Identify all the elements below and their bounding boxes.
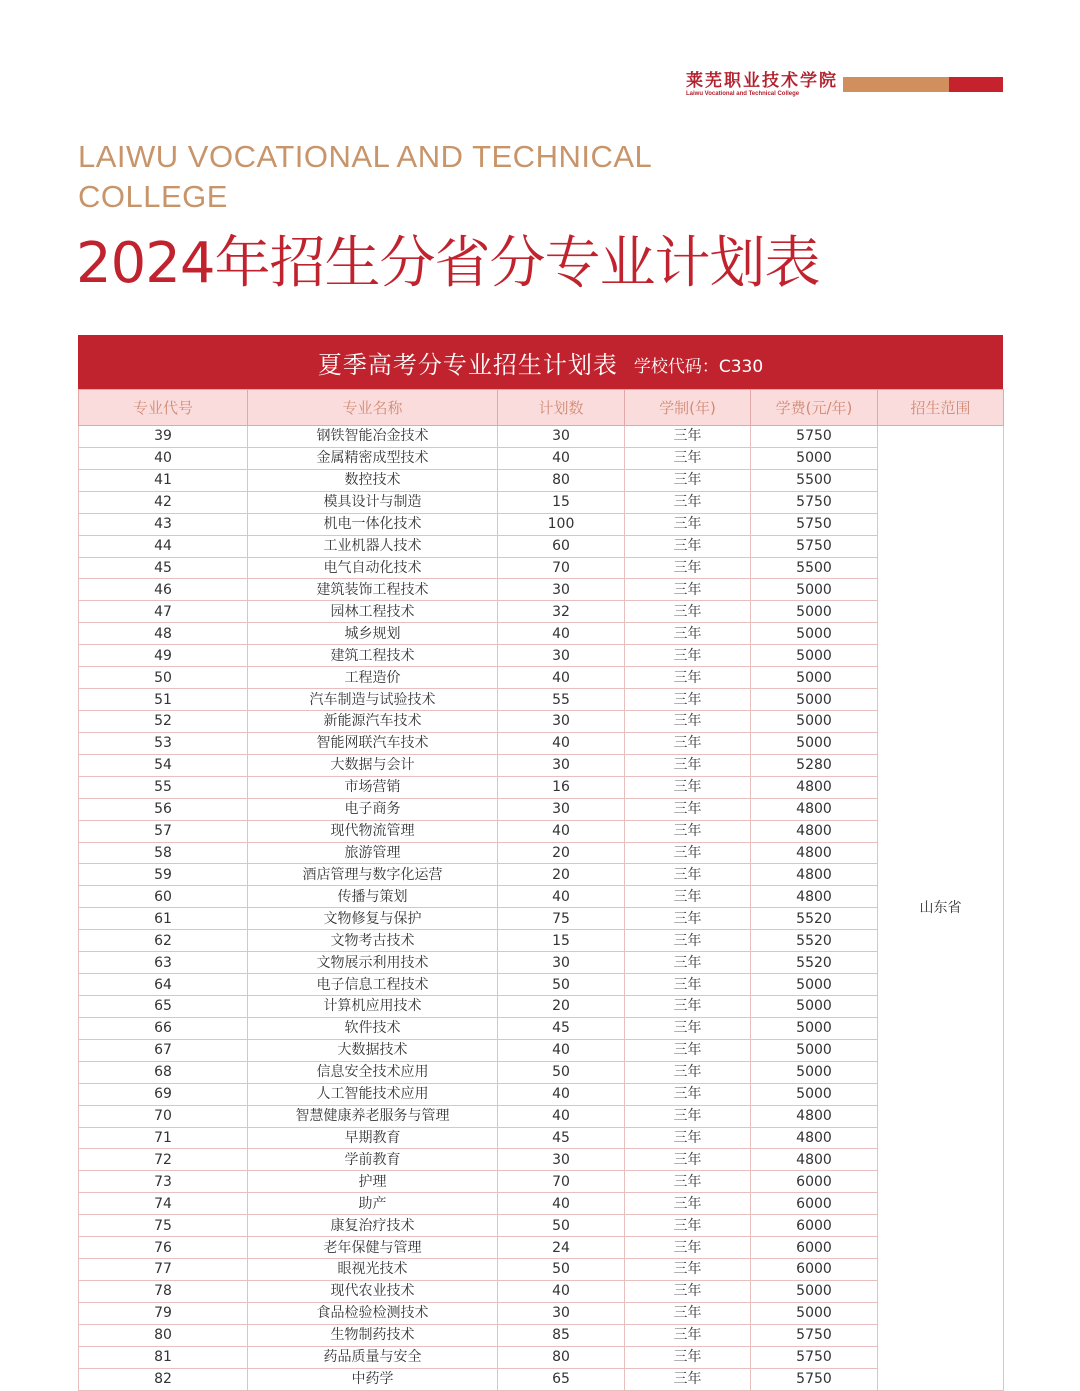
major-code-cell: 52 [79,710,248,732]
table-row [79,1061,1004,1083]
major-name-cell: 城乡规划 [248,623,498,645]
plan-count-cell: 30 [498,426,625,448]
college-logo [686,72,846,98]
study-years-cell: 三年 [625,1259,751,1281]
study-years-cell: 三年 [625,930,751,952]
tuition-cell: 5000 [751,1280,878,1302]
plan-count-cell: 40 [498,1193,625,1215]
plan-count-cell: 85 [498,1324,625,1346]
major-code-cell: 76 [79,1237,248,1259]
plan-count-cell: 40 [498,732,625,754]
plan-count-cell: 70 [498,557,625,579]
study-years-cell: 三年 [625,1105,751,1127]
major-code-cell: 81 [79,1346,248,1368]
major-code-cell: 65 [79,995,248,1017]
study-years-cell: 三年 [625,1017,751,1039]
study-years-cell: 三年 [625,491,751,513]
table-row [79,623,1004,645]
tuition-cell: 5000 [751,1083,878,1105]
plan-count-cell: 55 [498,689,625,711]
tuition-cell: 4800 [751,842,878,864]
major-code-cell: 69 [79,1083,248,1105]
major-code-cell: 79 [79,1302,248,1324]
tuition-cell: 4800 [751,1105,878,1127]
school-code: 学校代码：C330 [633,356,764,377]
table-row [79,1193,1004,1215]
major-code-cell: 49 [79,645,248,667]
major-code-cell: 56 [79,798,248,820]
major-code-cell: 74 [79,1193,248,1215]
table-row [79,513,1004,535]
tuition-cell: 5750 [751,513,878,535]
plan-count-cell: 50 [498,1259,625,1281]
tuition-cell: 5750 [751,491,878,513]
study-years-cell: 三年 [625,1127,751,1149]
plan-count-cell: 60 [498,535,625,557]
plan-count-cell: 50 [498,974,625,996]
study-years-cell: 三年 [625,426,751,448]
study-years-cell: 三年 [625,754,751,776]
study-years-cell: 三年 [625,513,751,535]
study-years-cell: 三年 [625,1171,751,1193]
tuition-cell: 5000 [751,1039,878,1061]
major-name-cell: 数控技术 [248,469,498,491]
table-header-row [79,390,1004,426]
logo-name-en: Laiwu Vocational and Technical College [686,91,800,97]
major-name-cell: 酒店管理与数字化运营 [248,864,498,886]
study-years-cell: 三年 [625,645,751,667]
plan-count-cell: 30 [498,579,625,601]
major-code-cell: 47 [79,601,248,623]
major-code-cell: 66 [79,1017,248,1039]
tuition-cell: 5750 [751,1324,878,1346]
table-row [79,1105,1004,1127]
table-row [79,974,1004,996]
study-years-cell: 三年 [625,1346,751,1368]
table-row [79,1324,1004,1346]
tuition-cell: 4800 [751,886,878,908]
study-years-cell: 三年 [625,1237,751,1259]
major-name-cell: 眼视光技术 [248,1259,498,1281]
major-code-cell: 80 [79,1324,248,1346]
tuition-cell: 5520 [751,952,878,974]
major-name-cell: 电气自动化技术 [248,557,498,579]
table-row [79,1127,1004,1149]
table-row [79,1215,1004,1237]
major-code-cell: 50 [79,667,248,689]
study-years-cell: 三年 [625,1193,751,1215]
col-header-scope: 招生范围 [878,390,1004,426]
table-row [79,1346,1004,1368]
plan-count-cell: 40 [498,623,625,645]
major-code-cell: 58 [79,842,248,864]
tuition-cell: 4800 [751,1127,878,1149]
plan-count-cell: 100 [498,513,625,535]
table-row [79,689,1004,711]
major-code-cell: 78 [79,1280,248,1302]
tuition-cell: 5520 [751,930,878,952]
plan-count-cell: 40 [498,1083,625,1105]
major-name-cell: 传播与策划 [248,886,498,908]
major-name-cell: 模具设计与制造 [248,491,498,513]
tuition-cell: 6000 [751,1193,878,1215]
table-row [79,1368,1004,1390]
plan-count-cell: 40 [498,667,625,689]
table-caption: 夏季高考分专业招生计划表 [317,350,618,379]
major-code-cell: 39 [79,426,248,448]
study-years-cell: 三年 [625,1215,751,1237]
study-years-cell: 三年 [625,952,751,974]
major-name-cell: 早期教育 [248,1127,498,1149]
plan-count-cell: 40 [498,886,625,908]
tuition-cell: 5000 [751,1061,878,1083]
tuition-cell: 5000 [751,1302,878,1324]
major-name-cell: 软件技术 [248,1017,498,1039]
table-row [79,426,1004,448]
table-row [79,535,1004,557]
table-row [79,1083,1004,1105]
study-years-cell: 三年 [625,667,751,689]
table-row [79,447,1004,469]
tuition-cell: 5000 [751,601,878,623]
major-code-cell: 51 [79,689,248,711]
table-row [79,469,1004,491]
major-code-cell: 64 [79,974,248,996]
study-years-cell: 三年 [625,886,751,908]
major-name-cell: 现代物流管理 [248,820,498,842]
logo-name-cn: 莱芜职业技术学院 [686,71,838,91]
study-years-cell: 三年 [625,535,751,557]
major-code-cell: 57 [79,820,248,842]
study-years-cell: 三年 [625,732,751,754]
major-name-cell: 大数据与会计 [248,754,498,776]
plan-count-cell: 15 [498,491,625,513]
major-name-cell: 文物展示利用技术 [248,952,498,974]
major-code-cell: 55 [79,776,248,798]
table-row [79,1171,1004,1193]
study-years-cell: 三年 [625,1061,751,1083]
major-code-cell: 53 [79,732,248,754]
tuition-cell: 5280 [751,754,878,776]
plan-count-cell: 75 [498,908,625,930]
table-row [79,1302,1004,1324]
study-years-cell: 三年 [625,689,751,711]
table-row [79,908,1004,930]
table-row [79,667,1004,689]
col-header-tuition: 学费(元/年) [751,390,878,426]
study-years-cell: 三年 [625,908,751,930]
decor-bar-tan [843,77,949,92]
study-years-cell: 三年 [625,842,751,864]
major-code-cell: 60 [79,886,248,908]
plan-count-cell: 65 [498,1368,625,1390]
major-name-cell: 智能网联汽车技术 [248,732,498,754]
major-code-cell: 46 [79,579,248,601]
major-code-cell: 54 [79,754,248,776]
enrollment-plan-table [78,335,1003,1391]
tuition-cell: 5000 [751,645,878,667]
major-name-cell: 计算机应用技术 [248,995,498,1017]
col-header-major: 专业名称 [248,390,498,426]
major-code-cell: 43 [79,513,248,535]
col-header-plan: 计划数 [498,390,625,426]
table-row [79,1259,1004,1281]
plan-count-cell: 40 [498,1105,625,1127]
major-code-cell: 41 [79,469,248,491]
table-row [79,776,1004,798]
plan-count-cell: 40 [498,820,625,842]
tuition-cell: 4800 [751,798,878,820]
tuition-cell: 5000 [751,1017,878,1039]
tuition-cell: 6000 [751,1259,878,1281]
major-name-cell: 学前教育 [248,1149,498,1171]
english-title: LAIWU VOCATIONAL AND TECHNICAL COLLEGE [78,139,652,214]
tuition-cell: 5500 [751,557,878,579]
col-header-years: 学制(年) [625,390,751,426]
study-years-cell: 三年 [625,579,751,601]
tuition-cell: 4800 [751,1149,878,1171]
major-code-cell: 63 [79,952,248,974]
table-row [79,491,1004,513]
study-years-cell: 三年 [625,1302,751,1324]
tuition-cell: 4800 [751,776,878,798]
tuition-cell: 5520 [751,908,878,930]
study-years-cell: 三年 [625,623,751,645]
study-years-cell: 三年 [625,469,751,491]
study-years-cell: 三年 [625,1149,751,1171]
major-code-cell: 70 [79,1105,248,1127]
table-caption-bar [78,335,1003,389]
major-code-cell: 75 [79,1215,248,1237]
plan-table [78,389,1004,1391]
major-name-cell: 大数据技术 [248,1039,498,1061]
tuition-cell: 6000 [751,1237,878,1259]
tuition-cell: 5000 [751,447,878,469]
table-row [79,820,1004,842]
major-name-cell: 市场营销 [248,776,498,798]
major-code-cell: 42 [79,491,248,513]
major-name-cell: 护理 [248,1171,498,1193]
table-row [79,1149,1004,1171]
major-code-cell: 67 [79,1039,248,1061]
major-name-cell: 金属精密成型技术 [248,447,498,469]
major-name-cell: 建筑装饰工程技术 [248,579,498,601]
plan-count-cell: 40 [498,447,625,469]
major-name-cell: 助产 [248,1193,498,1215]
study-years-cell: 三年 [625,974,751,996]
study-years-cell: 三年 [625,1324,751,1346]
plan-count-cell: 40 [498,1280,625,1302]
major-code-cell: 61 [79,908,248,930]
major-name-cell: 中药学 [248,1368,498,1390]
study-years-cell: 三年 [625,820,751,842]
tuition-cell: 5750 [751,1368,878,1390]
plan-count-cell: 30 [498,645,625,667]
study-years-cell: 三年 [625,1368,751,1390]
table-row [79,930,1004,952]
tuition-cell: 4800 [751,820,878,842]
study-years-cell: 三年 [625,710,751,732]
plan-count-cell: 80 [498,1346,625,1368]
table-row [79,754,1004,776]
plan-count-cell: 15 [498,930,625,952]
major-name-cell: 旅游管理 [248,842,498,864]
major-code-cell: 62 [79,930,248,952]
study-years-cell: 三年 [625,1083,751,1105]
plan-count-cell: 45 [498,1017,625,1039]
major-name-cell: 文物考古技术 [248,930,498,952]
plan-count-cell: 70 [498,1171,625,1193]
table-row [79,732,1004,754]
page-title: 2024年招生分省分专业计划表 [76,231,820,296]
table-row [79,798,1004,820]
plan-count-cell: 50 [498,1215,625,1237]
tuition-cell: 5000 [751,974,878,996]
table-row [79,995,1004,1017]
major-code-cell: 71 [79,1127,248,1149]
tuition-cell: 5000 [751,710,878,732]
plan-count-cell: 30 [498,710,625,732]
study-years-cell: 三年 [625,776,751,798]
major-name-cell: 电子商务 [248,798,498,820]
major-name-cell: 食品检验检测技术 [248,1302,498,1324]
plan-count-cell: 30 [498,952,625,974]
table-row [79,952,1004,974]
plan-count-cell: 16 [498,776,625,798]
major-code-cell: 59 [79,864,248,886]
major-name-cell: 建筑工程技术 [248,645,498,667]
major-name-cell: 老年保健与管理 [248,1237,498,1259]
major-name-cell: 电子信息工程技术 [248,974,498,996]
major-name-cell: 机电一体化技术 [248,513,498,535]
plan-count-cell: 32 [498,601,625,623]
table-row [79,710,1004,732]
study-years-cell: 三年 [625,864,751,886]
table-row [79,864,1004,886]
plan-count-cell: 30 [498,1302,625,1324]
tuition-cell: 5000 [751,579,878,601]
study-years-cell: 三年 [625,557,751,579]
major-code-cell: 68 [79,1061,248,1083]
col-header-code: 专业代号 [79,390,248,426]
tuition-cell: 5000 [751,689,878,711]
plan-count-cell: 20 [498,842,625,864]
tuition-cell: 4800 [751,864,878,886]
major-name-cell: 文物修复与保护 [248,908,498,930]
major-code-cell: 82 [79,1368,248,1390]
major-name-cell: 钢铁智能冶金技术 [248,426,498,448]
tuition-cell: 5000 [751,667,878,689]
table-row [79,579,1004,601]
enrollment-scope-cell: 山东省 [878,426,1004,1391]
plan-count-cell: 24 [498,1237,625,1259]
plan-count-cell: 80 [498,469,625,491]
major-name-cell: 康复治疗技术 [248,1215,498,1237]
table-row [79,1039,1004,1061]
major-name-cell: 汽车制造与试验技术 [248,689,498,711]
plan-count-cell: 20 [498,864,625,886]
major-name-cell: 信息安全技术应用 [248,1061,498,1083]
tuition-cell: 5750 [751,535,878,557]
tuition-cell: 5000 [751,732,878,754]
table-row [79,842,1004,864]
plan-count-cell: 50 [498,1061,625,1083]
study-years-cell: 三年 [625,447,751,469]
plan-count-cell: 20 [498,995,625,1017]
major-code-cell: 45 [79,557,248,579]
table-row [79,601,1004,623]
tuition-cell: 5000 [751,623,878,645]
major-name-cell: 药品质量与安全 [248,1346,498,1368]
plan-count-cell: 30 [498,1149,625,1171]
table-row [79,1017,1004,1039]
study-years-cell: 三年 [625,1280,751,1302]
study-years-cell: 三年 [625,601,751,623]
major-code-cell: 73 [79,1171,248,1193]
plan-count-cell: 45 [498,1127,625,1149]
major-name-cell: 智慧健康养老服务与管理 [248,1105,498,1127]
tuition-cell: 5500 [751,469,878,491]
table-row [79,1280,1004,1302]
plan-count-cell: 40 [498,1039,625,1061]
major-name-cell: 工程造价 [248,667,498,689]
decor-bar-red [949,77,1003,92]
table-row [79,1237,1004,1259]
major-code-cell: 77 [79,1259,248,1281]
study-years-cell: 三年 [625,995,751,1017]
table-body [79,426,1004,1391]
tuition-cell: 5750 [751,1346,878,1368]
table-row [79,645,1004,667]
major-code-cell: 48 [79,623,248,645]
tuition-cell: 5000 [751,995,878,1017]
major-name-cell: 现代农业技术 [248,1280,498,1302]
major-name-cell: 新能源汽车技术 [248,710,498,732]
major-code-cell: 40 [79,447,248,469]
major-name-cell: 生物制药技术 [248,1324,498,1346]
tuition-cell: 6000 [751,1171,878,1193]
major-code-cell: 72 [79,1149,248,1171]
major-name-cell: 园林工程技术 [248,601,498,623]
study-years-cell: 三年 [625,798,751,820]
table-row [79,886,1004,908]
tuition-cell: 6000 [751,1215,878,1237]
plan-count-cell: 30 [498,798,625,820]
study-years-cell: 三年 [625,1039,751,1061]
major-code-cell: 44 [79,535,248,557]
tuition-cell: 5750 [751,426,878,448]
table-row [79,557,1004,579]
major-name-cell: 人工智能技术应用 [248,1083,498,1105]
major-name-cell: 工业机器人技术 [248,535,498,557]
plan-count-cell: 30 [498,754,625,776]
